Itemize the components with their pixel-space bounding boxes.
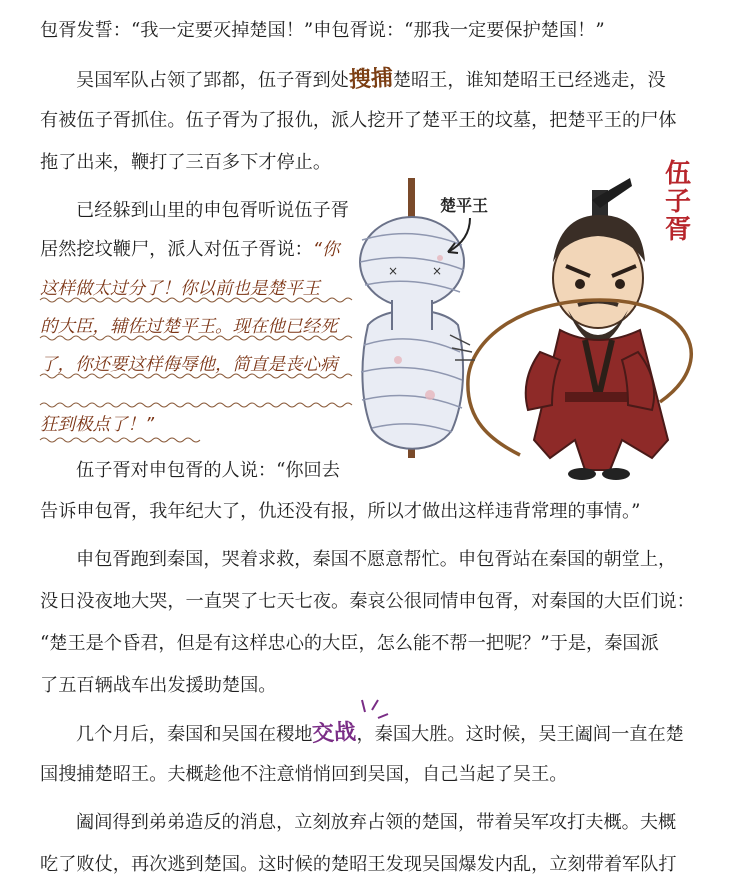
text-segment: ，秦国大胜。这时候，吴王阖闾一直在楚 [356,724,684,745]
handwriting-quote: “你 [312,240,340,260]
handwriting-line: 了，你还要这样侮辱他，简直是丧心病 [40,355,338,375]
text-segment: 楚昭王，谁知楚昭王已经逃走，没 [392,70,666,91]
text-line: 包胥发誓：“我一定要灭掉楚国！”申包胥说：“那我一定要保护楚国！” [40,20,605,41]
battle-sparkle [362,700,388,718]
svg-text:×: × [388,264,399,278]
text-segment: 居然挖坟鞭尸，派人对伍子胥说： [40,239,313,260]
character-name-label: 伍子胥 [664,159,691,245]
handwriting-line: 的大臣，辅佐过楚平王。现在他已经死 [40,317,338,337]
svg-text:×: × [432,264,443,278]
character-wu-zixu [526,178,668,480]
text-line: 了五百辆战车出发援助楚国。 [40,675,277,696]
text-line [40,238,339,262]
handwriting-line: 狂到极点了！” [40,415,155,435]
text-line: 国搜捕楚昭王。夫概趁他不注意悄悄回到吴国，自己当起了吴王。 [40,764,568,785]
text-line: 已经躲到山里的申包胥听说伍子胥 [76,200,349,221]
corpse-label: 楚平王 [440,196,489,215]
handwriting-line: 这样做太过分了！你以前也是楚平王 [40,279,320,299]
text-line [76,65,666,94]
highlight-catch: 搜捕 [348,65,394,94]
wavy-underline [40,403,352,407]
text-segment: 吴国军队占领了郢都，伍子胥到处 [76,70,349,91]
text-line: “楚王是个昏君，但是有这样忠心的大臣，怎么能不帮一把呢？”于是，秦国派 [40,633,659,654]
text-line: 吃了败仗，再次逃到楚国。这时候的楚昭王发现吴国爆发内乱，立刻带着军队打 [40,854,677,875]
text-line: 拖了出来，鞭打了三百多下才停止。 [40,152,332,173]
text-line: 伍子胥对申包胥的人说：“你回去 [76,460,340,481]
text-line: 申包胥跑到秦国，哭着求救，秦国不愿意帮忙。申包胥站在秦国的朝堂上， [76,549,677,570]
text-line: 没日没夜地大哭，一直哭了七天七夜。秦哀公很同情申包胥，对秦国的大臣们说： [40,591,695,612]
text-line: 告诉申包胥，我年纪大了，仇还没有报，所以才做出这样违背常理的事情。” [40,501,641,522]
text-line [76,719,684,748]
wavy-underline [40,438,200,442]
text-line: 阖闾得到弟弟造反的消息，立刻放弃占领的楚国，带着吴军攻打夫概。夫概 [76,812,677,833]
text-line: 有被伍子胥抓住。伍子胥为了报仇，派人挖开了楚平王的坟墓，把楚平王的尸体 [40,110,677,131]
text-segment: 几个月后，秦国和吴国在稷地 [76,724,313,745]
highlight-battle: 交战 [311,719,358,748]
